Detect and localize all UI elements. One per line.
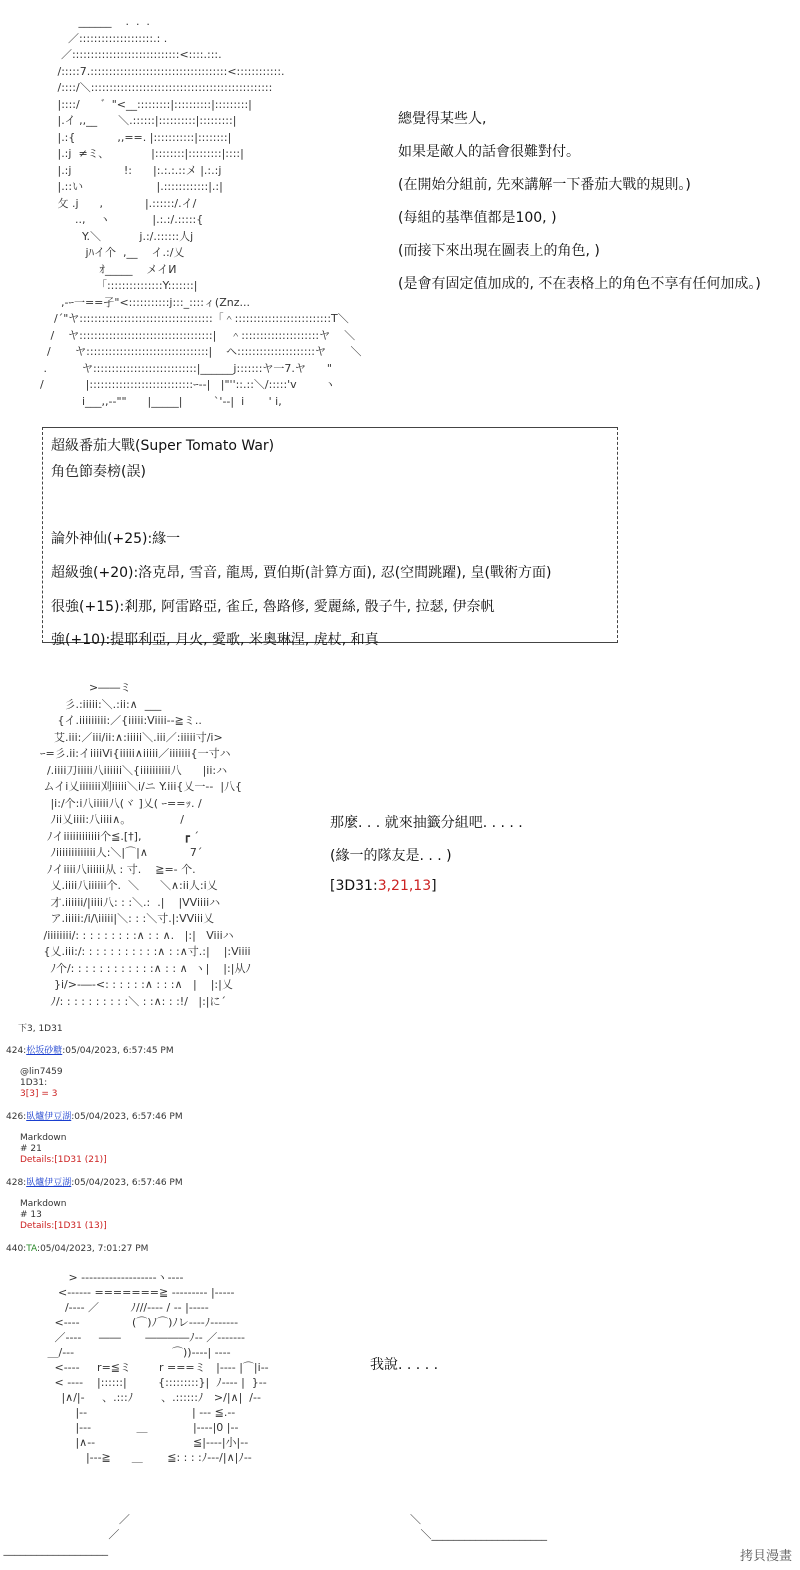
post-number: 440: [6,1244,27,1254]
narration-line: (每組的基準值都是100, ) [398,210,557,226]
thread-intro [18,1024,63,1035]
ascii-art-character-2: >――ミ 彡.:iiiii:＼.:ii:∧ ___ {イ.iiiiiiiii:／{iiiii:Viiii--≧ミ.. 艾.iii:／iii/ii:∧:iiiii＼.iii／:iiiii寸/i> ｰ=彡.ii:イiiiiVi{iiiii∧iiiii／iiiiiii{一寸ハ /.iiii刀iiiii八iiiiii＼{iiiiiiiiii八 |ii:ハ ムイi乂iiiiiii刈iiiii＼i/ニ Y.iii{乂一-- |八{ |i:/个:i八iiiii八(ヾ ]乂( ｰ==ｯ. / ﾉii乂iiii:八iiii∧。 / ﾉイiiiiiiiiiiii个≦.[†], ┏ ´ ﾉiiiiiiiiiiiii人:＼|⌒|∧ 7´ ﾉイiiii八iiiiii从 : 寸. ≧=- 个. 乂.iiii八iiiiii个. ＼ ＼∧:ii人:i乂 才.iiiiii/|iiii八: : :＼.: .| |VViiiiハ ア.iiiii:/i/\iiiii|＼: : :＼寸.|:VViii乂 /iiiiiiii/: : : : : : : : :∧ : : ∧. |:| Viiiハ {乂.iii:/: : : : : : : : : : :∧ : :∧寸.:| |:Viiii ﾉ个/: : : : : : : : : : : :∧ : : ∧ ヽ| |:|从ﾉ }i/>-―-<: : : : : :∧ : : :∧ | |:|乂 ﾉ/: : : : : : : : : :＼ : :∧: : :!/ |:|に´ [39,681,251,1008]
post-author-link[interactable]: 臥爐伊豆湖 [26,1178,72,1188]
post-author-link[interactable]: 臥爐伊豆湖 [26,1112,72,1122]
narration-line: (是會有固定值加成的, 不在表格上的角色不享有任何加成。) [398,276,761,292]
post-time: :05/04/2023, 6:57:46 PM [71,1178,183,1188]
narration-line: 總覺得某些人, [398,111,487,127]
post-body-line: @lin7459 [20,1067,63,1077]
post-time: :05/04/2023, 6:57:45 PM [62,1046,174,1056]
post-header [6,1112,183,1123]
post-body-line: # 13 [20,1210,42,1220]
narration-line: (而接下來出現在圖表上的角色, ) [398,243,600,259]
tier-row: 很強(+15):剎那, 阿雷路亞, 雀丘, 魯路修, 愛麗絲, 骰子牛, 拉瑟, 伊奈帆 [51,598,495,615]
panel3-narration [370,1354,438,1374]
post-body-line: Markdown [20,1133,67,1143]
post [6,1178,183,1232]
post-body-line: Markdown [20,1199,67,1209]
narration-line: (緣一的隊友是. . . ) [330,848,452,864]
thread-intro-text: 下3, 1D31 [18,1024,63,1034]
dice-result [330,878,523,894]
tier-list-box [42,427,618,649]
panel2-narration [330,812,523,894]
post-author: TA [26,1244,38,1254]
post-number: 426: [6,1112,27,1122]
dice-values: 3,21,13 [377,878,432,894]
post-header [6,1046,174,1057]
ascii-art-character-1: ______ . . . ／::::::::::::::::::::.: . ／:::::::::::::::::::::::::::::<::::.:::. /:::::7.:::::::::::::::::::::::::::::::::::::<::::::::::::. /::::/＼::::::::::::::::::::::::::::::::::::::::::::::::: |::::/ ゛"<__:::::::::|::::::::::|:::::::::| |.イ ,,__ ＼.::::::|::::::::::|:::::::::| |.:{ ,,==. |:::::::::::|::::::::| |.:j ≠ミ、 |::::::::|:::::::::|::::| |.:j !: |:.:.:.::メ |.:.:j |.::い |.::::::::::::|.:| 攵 .j , |.::::::/.イ/ .., ヽ |.:.:/.:::::{ Y.＼ j.:/.::::::人j jﾊイ个 ,__ イ.:/乂 ｵ_____ メイИ 「:::::::::::::::Y:::::::| ,-ｰ一==孑"<:::::::::::j:::_::::ィ(Znz... /´"ヤ::::::::::::::::::::::::::::::::::::「＾::::::::::::::::::::::::::T＼ / ヤ::::::::::::::::::::::::::::::::::::| ＾:::::::::::::::::::::ヤ ＼ / ヤ:::::::::::::::::::::::::::::::::| ヘ:::::::::::::::::::::ヤ ＼ . ヤ::::::::::::::::::::::::::::|______j:::::::ヤ一7.ヤ " / |::::::::::::::::::::::::::::ｰ--| |"''::.::＼/:::::'v ヽ i___,,--"" |_____| `'--| i ' i, [40,15,362,408]
post-body-line: Details:[1D31 (13)] [20,1221,107,1231]
dice-suffix: ] [431,878,437,894]
tier-row: 超級強(+20):洛克昂, 雪音, 龍馬, 賈伯斯(計算方面), 忍(空間跳躍), 皇(戰術方面) [51,565,552,582]
post-header-last [6,1244,148,1255]
tier-list-title: 超級番茄大戰(Super Tomato War) [51,438,275,454]
post-body-line: 3[3] = 3 [20,1089,58,1099]
watermark: 拷貝漫畫 [739,1549,792,1564]
narration-line: 我說. . . . . [370,1357,439,1373]
post-body-line: 1D31: [20,1078,48,1088]
ascii-art-footer-left: ／ ／ ___________________ [3,1513,130,1556]
panel1-narration [398,108,761,306]
post [6,1112,183,1166]
dice-prefix: [3D31: [330,878,378,894]
tier-list-blank [51,490,617,524]
tier-row: 論外神仙(+25):緣一 [51,531,181,548]
post-body-line: Details:[1D31 (21)] [20,1155,107,1165]
post-time: :05/04/2023, 6:57:46 PM [71,1112,183,1122]
narration-line: (在開始分組前, 先來講解一下番茄大戰的規則。) [398,177,691,193]
narration-line: 那麼. . . 就來抽籤分組吧. . . . . [330,815,523,831]
post-author-link[interactable]: 松坂砂糖 [26,1046,63,1056]
post-number: 428: [6,1178,27,1188]
narration-line: 如果是敵人的話會很難對付。 [398,144,580,160]
tier-list-subtitle: 角色節奏榜(誤) [51,464,146,480]
post-body-line: # 21 [20,1144,42,1154]
post-number: 424: [6,1046,27,1056]
tier-row: 強(+10):提耶利亞, 月火, 愛歌, 米奧琳涅, 虎杖, 和真 [51,632,379,649]
post-time: :05/04/2023, 7:01:27 PM [37,1244,149,1254]
ascii-art-character-3: > -------------------ヽ---- <------ =======≧ --------- |----- /---- ／ ﾉ///---- / -- |----- <---- (⌒)ﾉ⌒)ﾉレ----ﾉ------- ／---- ―― ――――ﾉ-- ／------- ＿/--- ⌒))----| ---- <---- r=≦ミ r ===ミ |---- |⌒|i-- < ---- |::::::| {:::::::::}| ﾉ---- | }-- |∧/|- 、.:::ﾉ 、.::::::ﾉ >/|∧| /-- |-- | --- ≦.-- |--- ＿ |----|0 |-- |∧-- ≦|----|小|-- |---≧ ＿ ≦: : : :ﾉ---/|∧|ﾉ-- [47,1271,269,1464]
post [6,1046,174,1100]
post-header [6,1178,183,1189]
ascii-art-footer-right: ＼ ＼_____________________ [410,1513,547,1541]
